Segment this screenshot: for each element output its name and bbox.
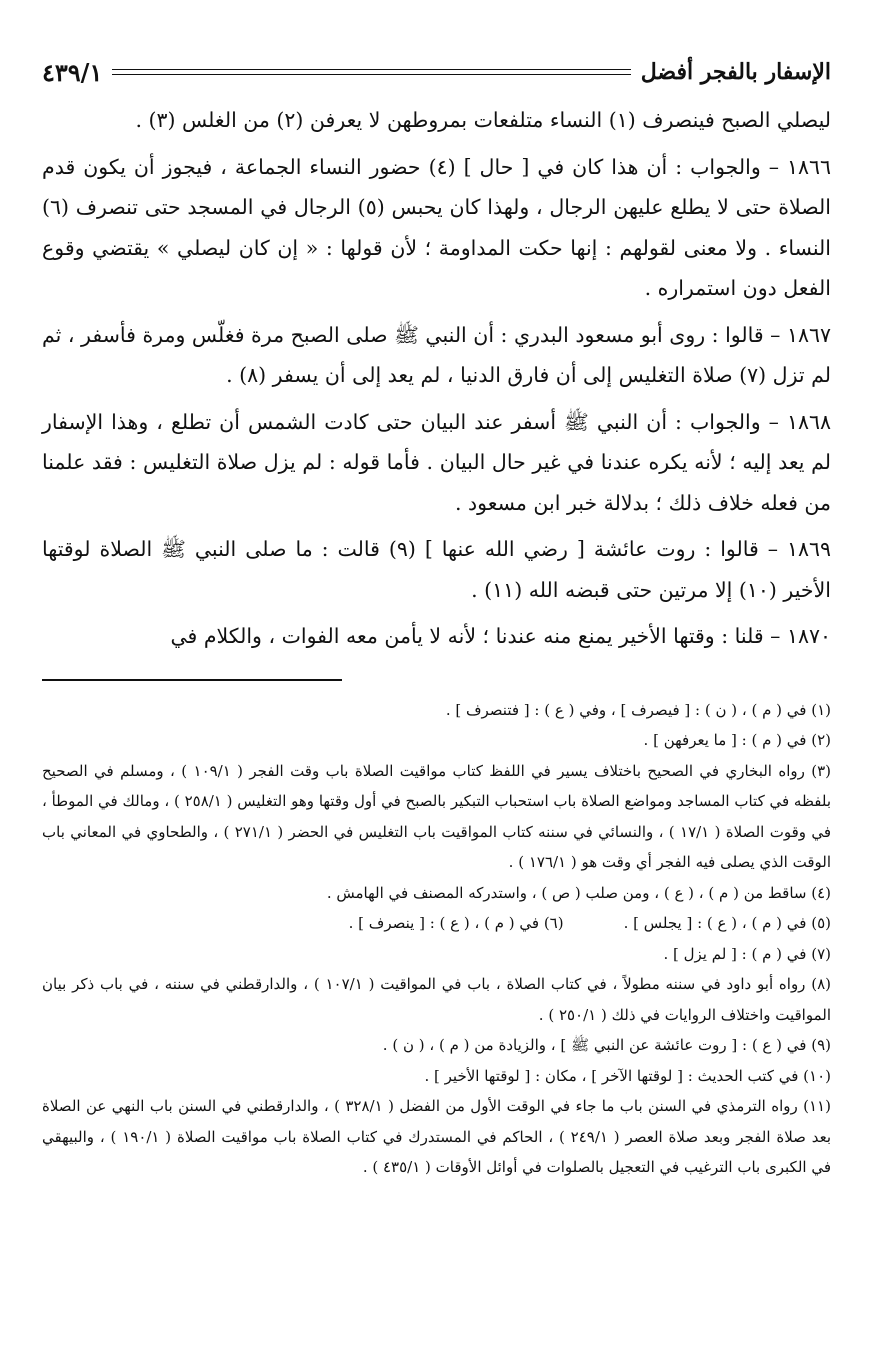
header-rule [112,69,630,75]
paragraph: ١٨٦٦ – والجواب : أن هذا كان في [ حال ] (٤) حضور النساء الجماعة ، فيجوز أن يكون قدم الصلاة حتى لا يطلع عليهن الرجال ، ولهذا كان يحبس (٥) الرجال في المسجد حتى تنصرف (٦) النساء . ولا معنى لقولهم : إنها حكت المداومة ؛ لأن قولها : « إن كان ليصلي » يقتضي وقوع الفعل دون استمراره . [42,154,831,300]
chapter-title: الإسفار بالفجر أفضل [640,59,831,85]
running-header [42,52,831,92]
paragraph: ١٨٦٩ – قالوا : روت عائشة [ رضي الله عنها ] (٩) قالت : ما صلى النبي ﷺ الصلاة لوقتها الأخير (١٠) إلا مرتين حتى قبضه الله (١١) . [42,537,831,602]
footnote: (١٠) في كتب الحديث : [ لوقتها الآخر ] ، مكان : [ لوقتها الأخير ] . [424,1066,831,1085]
footnote: (٩) في ( ع ) : [ روت عائشة عن النبي ﷺ ] ، والزيادة من ( م ) ، ( ن ) . [382,1036,831,1054]
paragraph: ١٨٦٨ – والجواب : أن النبي ﷺ أسفر عند البيان حتى كادت الشمس أن تطلع ، وهذا الإسفار لم يعد إليه ؛ لأنه يكره عندنا في غير حال البيان . فأما قوله : لم يزل صلاة التغليس : فقد علمنا من فعله خلاف ذلك ؛ بدلالة خبر ابن مسعود . [42,409,831,515]
footnote: (٢) في ( م ) : [ ما يعرفهن ] . [643,731,831,749]
footnote: (١١) رواه الترمذي في السنن باب ما جاء في الوقت الأول من الفضل ( ٣٢٨/١ ) ، والدارقطني في السنن باب النهي عن الصلاة بعد صلاة الفجر وبعد صلاة العصر ( ٢٤٩/١ ) ، الحاكم في المستدرك في كتاب الصلاة باب مواقيت الصلاة ( ١٩٠/١ ) ، والبيهقي في الكبرى باب الترغيب في التعجيل بالصلوات في أوائل الأوقات ( ٤٣٥/١ ) . [42,1097,831,1176]
page-number: ٤٣٩/١ [42,57,103,87]
main-text [42,100,831,657]
footnote: (٨) رواه أبو داود في سننه مطولاً ، في كتاب الصلاة ، باب في المواقيت ( ١٠٧/١ ) ، والدارقطني في سننه ، في باب ذكر بيان المواقيت واختلاف الروايات في ذلك ( ٢٥٠/١ ) . [42,975,831,1024]
footnote: (٧) في ( م ) : [ لم يزل ] . [663,944,831,963]
paragraph: ١٨٦٧ – قالوا : روى أبو مسعود البدري : أن النبي ﷺ صلى الصبح مرة فغلّس ومرة فأسفر ، ثم لم تزل (٧) صلاة التغليس إلى أن فارق الدنيا ، لم يعد إلى أن يسفر (٨) . [42,322,831,387]
footnotes [42,695,831,1183]
footnote: (٤) ساقط من ( م ) ، ( ع ) ، ومن صلب ( ص ) ، واستدركه المصنف في الهامش . [326,883,831,902]
footnote: (١) في ( م ) ، ( ن ) : [ فيصرف ] ، وفي ( ع ) : [ فتنصرف ] . [445,700,831,719]
footnote: (٣) رواه البخاري في الصحيح باختلاف يسير في اللفظ كتاب مواقيت الصلاة باب وقت الفجر ( ١٠٩/١ ) ، ومسلم في الصحيح بلفظه في كتاب المساجد ومواضع الصلاة باب استحباب التبكير بالصبح في أول وقتها وهو التغليس ( ٢٥٨/١ ) ، ومالك في الموطأ ، في وقوت الصلاة ( ١٧/١ ) ، والنسائي في سننه كتاب المواقيت باب التغليس في الحضر ( ٢٧١/١ ) ، والطحاوي في المعاني باب الوقت الذي يصلى فيه الفجر أي وقت هو ( ١٧٦/١ ) . [42,761,832,871]
footnote-separator [42,679,342,681]
footnote: (٦) في ( م ) ، ( ع ) : [ ينصرف ] . [348,914,564,932]
footnote-row [42,908,831,939]
footnote: (٥) في ( م ) ، ( ع ) : [ يجلس ] . [623,914,831,932]
paragraph: ١٨٧٠ – قلنا : وقتها الأخير يمنع منه عندنا ؛ لأنه لا يأمن معه الفوات ، والكلام في [170,624,831,648]
paragraph: ليصلي الصبح فينصرف (١) النساء متلفعات بمروطهن لا يعرفن (٢) من الغلس (٣) . [135,108,831,132]
